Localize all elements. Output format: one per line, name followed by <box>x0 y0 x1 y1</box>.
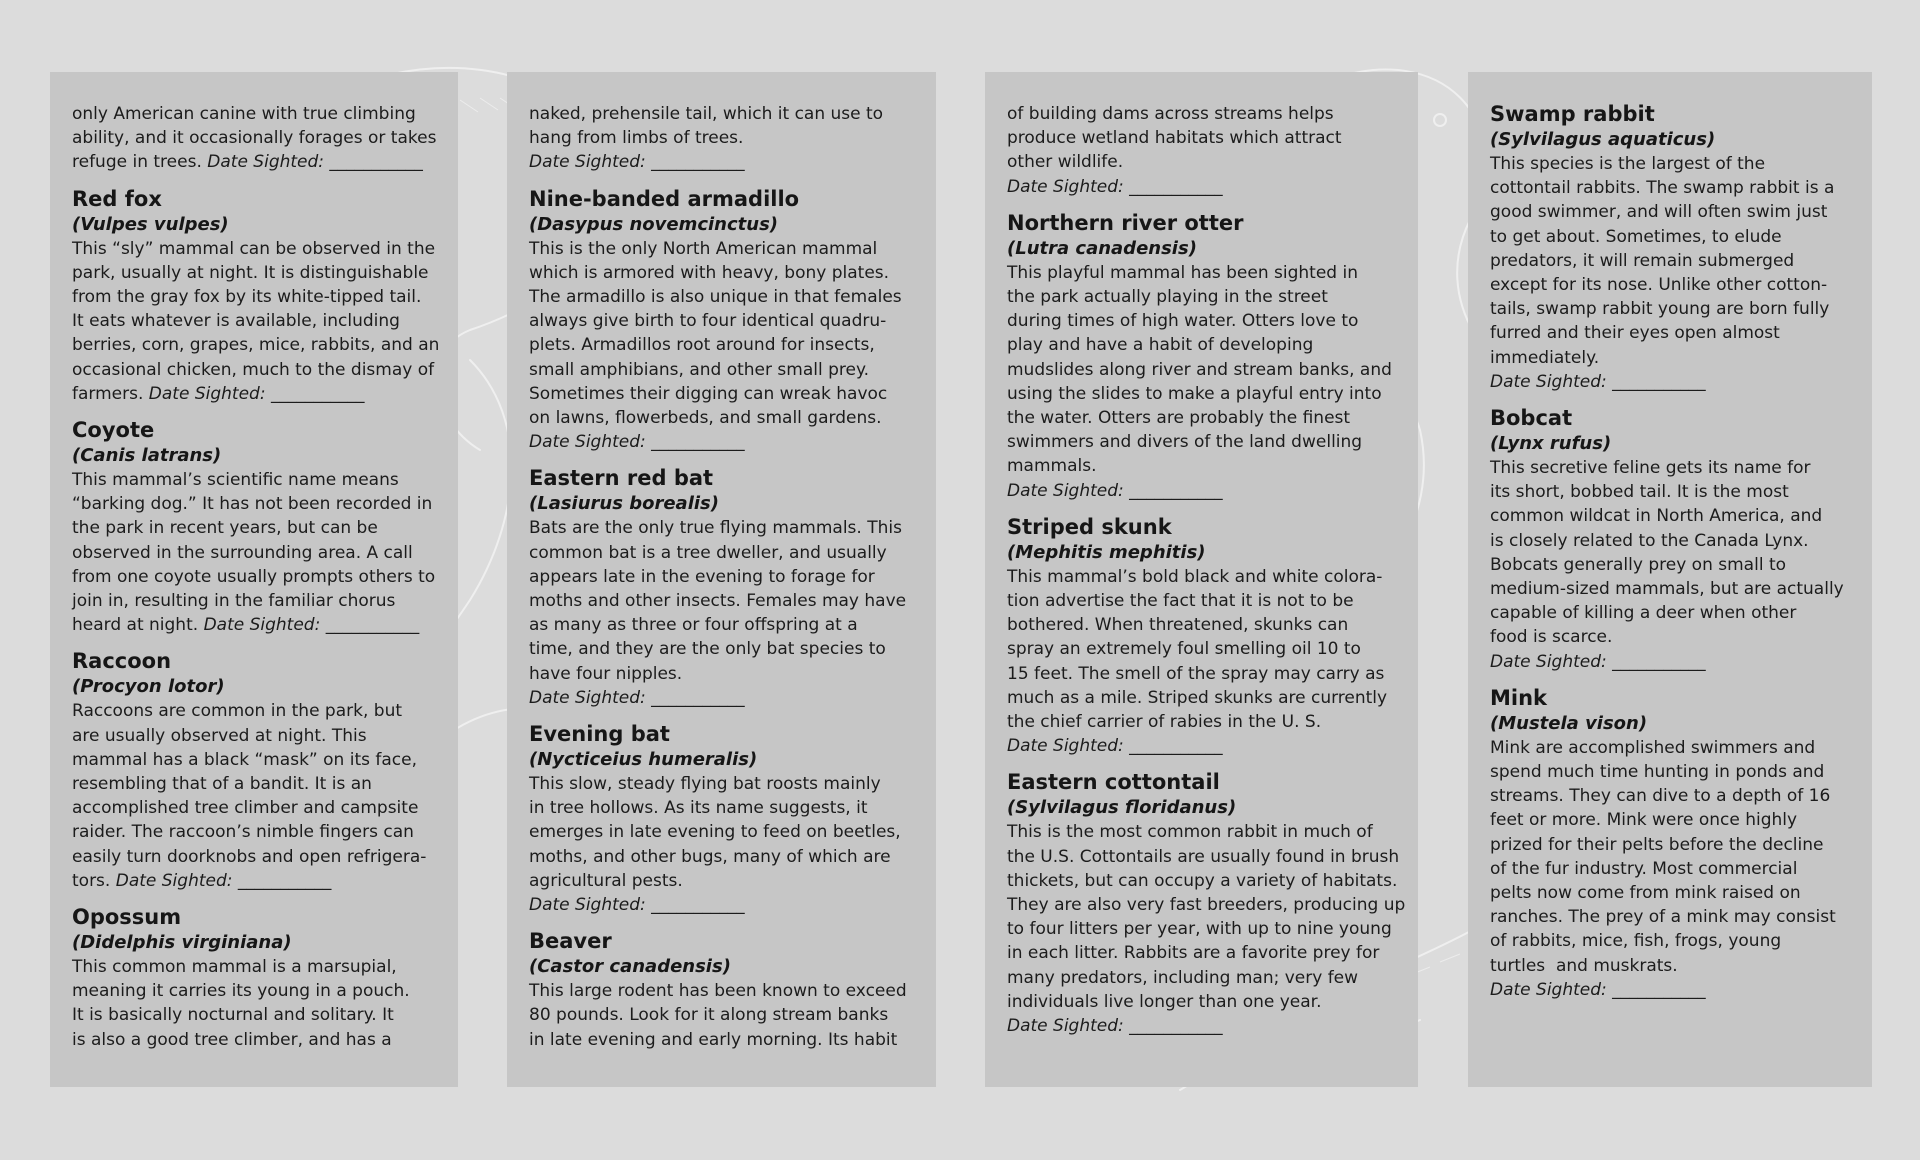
description-text: in late evening and early morning. Its habit <box>529 1029 898 1050</box>
date-sighted-field: Date Sighted: ___________ <box>148 383 365 404</box>
description-line <box>72 796 436 820</box>
description-text: the U.S. Cottontails are usually found in brush <box>1007 846 1400 867</box>
description-text: the water. Otters are probably the finest <box>1007 408 1351 429</box>
description-line <box>1007 150 1396 174</box>
description-text: park, usually at night. It is distinguishable <box>72 262 429 283</box>
date-sighted-field: Date Sighted: ___________ <box>1007 176 1223 197</box>
description-line <box>1490 273 1850 297</box>
description-text: common bat is a tree dweller, and usually <box>529 542 887 563</box>
description-line <box>1007 358 1396 382</box>
description-text: much as a mile. Striped skunks are currently <box>1007 687 1388 708</box>
description-text: raider. The raccoon’s nimble fingers can <box>72 822 414 843</box>
description-line <box>1490 176 1850 200</box>
description-line <box>529 613 914 637</box>
description-text: ranches. The prey of a mink may consist <box>1490 907 1836 928</box>
description-line <box>1007 941 1396 965</box>
description-text: the park actually playing in the street <box>1007 287 1328 308</box>
description-text: This playful mammal has been sighted in <box>1007 262 1358 283</box>
description-line <box>1490 577 1850 601</box>
description-line <box>72 541 436 565</box>
description-text: food is scarce. <box>1490 627 1613 648</box>
description-line <box>529 565 914 589</box>
species-entry <box>529 102 914 175</box>
description-text: ability, and it occasionally forages or takes <box>72 128 437 149</box>
description-line <box>72 724 436 748</box>
column-3 <box>985 72 1418 1087</box>
description-text: They are also very fast breeders, producing up <box>1007 895 1406 916</box>
date-sighted-field: Date Sighted: ___________ <box>115 870 332 891</box>
description-text: swimmers and divers of the land dwelling <box>1007 432 1363 453</box>
description-line <box>72 333 440 357</box>
description-line <box>529 382 914 406</box>
species-name: Raccoon <box>72 649 172 674</box>
description-line <box>1007 662 1396 686</box>
description-line <box>529 285 914 309</box>
species-entry <box>72 418 436 637</box>
description-text: on lawns, flowerbeds, and small gardens. <box>529 408 882 429</box>
description-line <box>1490 346 1850 370</box>
description-line <box>1007 845 1400 869</box>
description-line <box>1007 613 1396 637</box>
species-name: Nine-banded armadillo <box>529 186 800 211</box>
species-name: Striped skunk <box>1007 514 1172 539</box>
description-text: always give birth to four identical quadru- <box>529 311 887 332</box>
scientific-name: (Lynx rufus) <box>1490 433 1612 455</box>
description-text: immediately. <box>1490 347 1600 368</box>
date-sighted-field: Date Sighted: ___________ <box>529 152 745 173</box>
date-sighted-field: Date Sighted: ___________ <box>1490 979 1706 1000</box>
description-text: berries, corn, grapes, mice, rabbits, and an <box>72 335 440 356</box>
description-text: time, and they are the only bat species to <box>529 639 886 660</box>
description-line <box>529 309 914 333</box>
description-text: The armadillo is also unique in that females <box>529 287 902 308</box>
description-line <box>1007 710 1396 734</box>
description-line <box>72 1028 436 1052</box>
species-entry <box>1007 211 1396 503</box>
description-line <box>1007 686 1396 710</box>
description-text: This mammal’s scientific name means <box>72 470 399 491</box>
description-text: easily turn doorknobs and open refrigera- <box>72 846 427 867</box>
description-line <box>1490 529 1850 553</box>
description-line <box>72 382 436 406</box>
scientific-name: (Didelphis virginiana) <box>72 932 292 954</box>
scientific-name: (Canis latrans) <box>72 445 222 467</box>
description-line <box>1490 784 1850 808</box>
description-text: other wildlife. <box>1007 152 1124 173</box>
description-line <box>72 869 436 893</box>
description-line <box>72 748 436 772</box>
description-text: mammal has a black “mask” on its face, <box>72 749 417 770</box>
description-line <box>1007 309 1396 333</box>
description-text: This slow, steady flying bat roosts mainly <box>529 774 881 795</box>
description-text: Bats are the only true flying mammals. This <box>529 518 902 539</box>
description-line <box>529 1028 914 1052</box>
description-text: have four nipples. <box>529 663 683 684</box>
species-name: Mink <box>1490 685 1548 710</box>
column-1 <box>50 72 458 1087</box>
description-line <box>1007 637 1396 661</box>
species-entry <box>529 722 914 917</box>
description-text: mammals. <box>1007 456 1097 477</box>
description-line <box>529 772 914 796</box>
description-line <box>1490 200 1850 224</box>
description-line <box>1007 820 1396 844</box>
description-line <box>72 516 436 540</box>
description-line <box>1490 929 1850 953</box>
description-text: 80 pounds. Look for it along stream banks <box>529 1005 889 1026</box>
description-line <box>529 261 914 285</box>
species-entry <box>1007 102 1396 199</box>
description-text: heard at night. <box>72 615 199 636</box>
description-line <box>529 406 914 430</box>
scientific-name: (Mustela vison) <box>1490 712 1648 734</box>
description-line <box>1490 736 1850 760</box>
description-line <box>1490 857 1850 881</box>
date-sighted-field: Date Sighted: ___________ <box>529 687 745 708</box>
description-text: as many as three or four offspring at a <box>529 615 858 636</box>
description-text: only American canine with true climbing <box>72 104 416 124</box>
scientific-name: (Lutra canadensis) <box>1007 237 1197 259</box>
description-line <box>1490 249 1850 273</box>
date-sighted-field: Date Sighted: ___________ <box>1490 371 1706 392</box>
description-text: occasional chicken, much to the dismay of <box>72 359 435 380</box>
description-text: thickets, but can occupy a variety of habitats. <box>1007 870 1398 891</box>
description-text: This common mammal is a marsupial, <box>72 957 397 978</box>
description-text: This large rodent has been known to exceed <box>529 981 907 1002</box>
description-text: except for its nose. Unlike other cotton- <box>1490 275 1828 296</box>
species-entry <box>529 466 914 710</box>
description-line <box>1007 454 1396 478</box>
description-text: are usually observed at night. This <box>72 725 367 746</box>
description-line <box>72 565 436 589</box>
description-line <box>72 102 436 126</box>
date-sighted-field: Date Sighted: ___________ <box>1007 1016 1223 1037</box>
description-line <box>1007 990 1396 1014</box>
species-entry <box>529 929 914 1052</box>
description-line <box>72 955 436 979</box>
description-text: capable of killing a deer when other <box>1490 603 1797 624</box>
description-line <box>72 492 436 516</box>
description-line <box>529 358 914 382</box>
description-text: is also a good tree climber, and has a <box>72 1029 392 1050</box>
species-name: Eastern cottontail <box>1007 770 1220 795</box>
description-text: feet or more. Mink were once highly <box>1490 810 1798 831</box>
description-line <box>529 541 914 565</box>
description-text: farmers. <box>72 383 144 404</box>
description-text: of rabbits, mice, fish, frogs, young <box>1490 931 1782 952</box>
species-entry <box>72 905 436 1052</box>
description-text: its short, bobbed tail. It is the most <box>1490 482 1789 503</box>
description-line <box>1007 382 1396 406</box>
description-line <box>1490 601 1850 625</box>
description-line <box>529 237 914 261</box>
description-text: spray an extremely foul smelling oil 10 to <box>1007 639 1361 660</box>
description-line <box>72 358 436 382</box>
description-text: Raccoons are common in the park, but <box>72 701 403 722</box>
description-text: play and have a habit of developing <box>1007 335 1314 356</box>
description-line <box>529 820 914 844</box>
species-name: Bobcat <box>1490 406 1573 431</box>
description-line <box>1490 954 1850 978</box>
description-line <box>1490 905 1850 929</box>
description-line <box>72 699 436 723</box>
description-line <box>1490 321 1850 345</box>
description-text: resembling that of a bandit. It is an <box>72 774 372 795</box>
description-line <box>529 102 914 126</box>
species-entry <box>1007 770 1406 1038</box>
description-line <box>1007 966 1396 990</box>
species-entry <box>529 187 914 455</box>
description-line <box>72 150 436 174</box>
description-text: This mammal’s bold black and white colora- <box>1007 566 1383 587</box>
species-name: Red fox <box>72 186 162 211</box>
description-text: accomplished tree climber and campsite <box>72 798 419 819</box>
description-text: furred and their eyes open almost <box>1490 323 1780 344</box>
scientific-name: (Lasiurus borealis) <box>529 493 719 515</box>
species-entry <box>1490 686 1850 1002</box>
description-text: to get about. Sometimes, to elude <box>1490 226 1782 247</box>
scientific-name: (Vulpes vulpes) <box>72 213 229 235</box>
date-sighted-field: Date Sighted: ___________ <box>529 432 745 453</box>
description-line <box>1007 261 1396 285</box>
species-name: Evening bat <box>529 722 670 747</box>
date-sighted-field: Date Sighted: ___________ <box>1007 736 1223 757</box>
description-text: using the slides to make a playful entry into <box>1007 383 1382 404</box>
description-line <box>72 772 436 796</box>
description-line <box>529 637 914 661</box>
species-name: Swamp rabbit <box>1490 102 1655 126</box>
description-text: from the gray fox by its white-tipped tail. <box>72 287 422 308</box>
description-line <box>1490 881 1850 905</box>
description-text: of the fur industry. Most commercial <box>1490 858 1798 879</box>
description-line <box>72 589 436 613</box>
description-line <box>1007 333 1396 357</box>
description-text: many predators, including man; very few <box>1007 967 1359 988</box>
description-line <box>529 333 914 357</box>
description-line <box>72 126 436 150</box>
description-line <box>1007 430 1396 454</box>
description-text: agricultural pests. <box>529 870 683 891</box>
description-text: appears late in the evening to forage for <box>529 566 875 587</box>
description-line <box>1490 152 1850 176</box>
description-line <box>529 589 914 613</box>
description-line <box>1490 760 1850 784</box>
description-text: plets. Armadillos root around for insects, <box>529 335 875 356</box>
description-text: This species is the largest of the <box>1490 154 1766 174</box>
description-line <box>529 869 914 893</box>
description-text: “barking dog.” It has not been recorded in <box>72 494 433 515</box>
description-text: in each litter. Rabbits are a favorite prey for <box>1007 943 1380 964</box>
description-text: Sometimes their digging can wreak havoc <box>529 383 888 404</box>
description-line <box>529 845 914 869</box>
scientific-name: (Dasypus novemcinctus) <box>529 213 779 235</box>
description-text: from one coyote usually prompts others to <box>72 566 436 587</box>
description-text: to four litters per year, with up to nine young <box>1007 919 1392 940</box>
description-text: pelts now come from mink raised on <box>1490 883 1801 904</box>
description-text: tion advertise the fact that it is not to be <box>1007 591 1354 612</box>
species-name: Beaver <box>529 929 612 954</box>
species-entry <box>72 186 440 406</box>
description-text: individuals live longer than one year. <box>1007 991 1322 1012</box>
description-text: moths, and other bugs, many of which are <box>529 846 891 867</box>
scientific-name: (Procyon lotor) <box>72 676 225 698</box>
description-line <box>529 796 914 820</box>
date-sighted-field: Date Sighted: ___________ <box>207 152 423 173</box>
description-line <box>72 979 436 1003</box>
description-line <box>1490 553 1850 577</box>
date-sighted-field: Date Sighted: ___________ <box>529 895 745 916</box>
description-line <box>1007 893 1406 917</box>
description-line <box>1490 456 1850 480</box>
description-text: predators, it will remain submerged <box>1490 250 1795 271</box>
column-4 <box>1468 72 1872 1087</box>
description-text: prized for their pelts before the decline <box>1490 834 1824 855</box>
description-text: of building dams across streams helps <box>1007 104 1334 124</box>
description-text: hang from limbs of trees. <box>529 128 744 149</box>
species-name: Opossum <box>72 905 182 930</box>
species-entry <box>1007 515 1396 759</box>
date-sighted-field: Date Sighted: ___________ <box>1490 651 1706 672</box>
description-line <box>1007 102 1396 126</box>
description-line <box>1007 917 1396 941</box>
description-line <box>1007 406 1396 430</box>
description-text: the chief carrier of rabies in the U. S. <box>1007 712 1322 733</box>
description-text: which is armored with heavy, bony plates. <box>529 262 890 283</box>
description-text: This secretive feline gets its name for <box>1490 458 1811 479</box>
description-line <box>72 613 436 637</box>
description-text: mudslides along river and stream banks, and <box>1007 359 1392 380</box>
description-line <box>72 1003 436 1027</box>
description-text: good swimmer, and will often swim just <box>1490 202 1828 223</box>
description-text: bothered. When threatened, skunks can <box>1007 615 1349 636</box>
description-text: It eats whatever is available, including <box>72 311 400 332</box>
description-text: This “sly” mammal can be observed in the <box>72 238 436 259</box>
description-text: cottontail rabbits. The swamp rabbit is a <box>1490 178 1835 199</box>
description-text: refuge in trees. <box>72 152 202 173</box>
species-entry <box>1490 102 1850 394</box>
description-line <box>529 979 914 1003</box>
description-line <box>1007 565 1396 589</box>
description-text: observed in the surrounding area. A call <box>72 542 413 563</box>
description-line <box>1490 480 1850 504</box>
description-text: spend much time hunting in ponds and <box>1490 762 1825 783</box>
description-line <box>529 1003 914 1027</box>
description-line <box>529 516 914 540</box>
description-text: naked, prehensile tail, which it can use to <box>529 104 884 124</box>
description-line <box>1007 285 1396 309</box>
species-name: Eastern red bat <box>529 466 714 491</box>
description-text: This is the only North American mammal <box>529 238 878 259</box>
description-text: common wildcat in North America, and <box>1490 506 1823 527</box>
description-text: Mink are accomplished swimmers and <box>1490 737 1816 758</box>
description-text: the park in recent years, but can be <box>72 518 378 539</box>
description-text: turtles and muskrats. <box>1490 955 1678 976</box>
description-text: meaning it carries its young in a pouch. <box>72 981 410 1002</box>
scientific-name: (Sylvilagus aquaticus) <box>1490 129 1716 150</box>
description-line <box>1490 297 1850 321</box>
description-line <box>529 126 914 150</box>
scientific-name: (Sylvilagus floridanus) <box>1007 797 1237 819</box>
description-text: streams. They can dive to a depth of 16 <box>1490 786 1831 807</box>
description-text: small amphibians, and other small prey. <box>529 359 869 380</box>
date-sighted-field: Date Sighted: ___________ <box>203 615 420 636</box>
description-text: It is basically nocturnal and solitary. It <box>72 1005 394 1026</box>
description-text: produce wetland habitats which attract <box>1007 128 1342 149</box>
description-text: 15 feet. The smell of the spray may carry as <box>1007 663 1385 684</box>
description-line <box>1007 589 1396 613</box>
species-name: Northern river otter <box>1007 210 1244 235</box>
description-text: medium-sized mammals, but are actually <box>1490 579 1844 600</box>
scientific-name: (Nycticeius humeralis) <box>529 749 758 771</box>
species-entry <box>1490 406 1850 674</box>
date-sighted-field: Date Sighted: ___________ <box>1007 480 1223 501</box>
description-line <box>1490 833 1850 857</box>
description-line <box>72 261 436 285</box>
scientific-name: (Castor canadensis) <box>529 956 731 978</box>
description-line <box>72 285 436 309</box>
description-line <box>72 309 436 333</box>
description-line <box>72 845 436 869</box>
description-text: moths and other insects. Females may have <box>529 591 907 612</box>
description-line <box>1490 808 1850 832</box>
species-entry <box>72 102 436 175</box>
scientific-name: (Mephitis mephitis) <box>1007 541 1206 563</box>
description-line <box>1490 625 1850 649</box>
description-line <box>72 820 436 844</box>
description-text: This is the most common rabbit in much of <box>1007 822 1373 843</box>
description-line <box>1007 126 1396 150</box>
description-line <box>1490 504 1850 528</box>
description-line <box>72 468 436 492</box>
species-entry <box>72 649 436 893</box>
description-text: tails, swamp rabbit young are born fully <box>1490 299 1830 320</box>
description-text: in tree hollows. As its name suggests, it <box>529 798 868 819</box>
description-text: join in, resulting in the familiar chorus <box>72 591 396 612</box>
description-text: Bobcats generally prey on small to <box>1490 554 1787 575</box>
species-name: Coyote <box>72 418 155 443</box>
column-2 <box>507 72 936 1087</box>
description-line <box>529 662 914 686</box>
description-line <box>1490 225 1850 249</box>
description-text: during times of high water. Otters love to <box>1007 311 1359 332</box>
description-text: tors. <box>72 870 111 891</box>
description-text: is closely related to the Canada Lynx. <box>1490 530 1809 551</box>
description-line <box>72 237 436 261</box>
description-text: emerges in late evening to feed on beetles, <box>529 822 901 843</box>
description-line <box>1007 869 1396 893</box>
